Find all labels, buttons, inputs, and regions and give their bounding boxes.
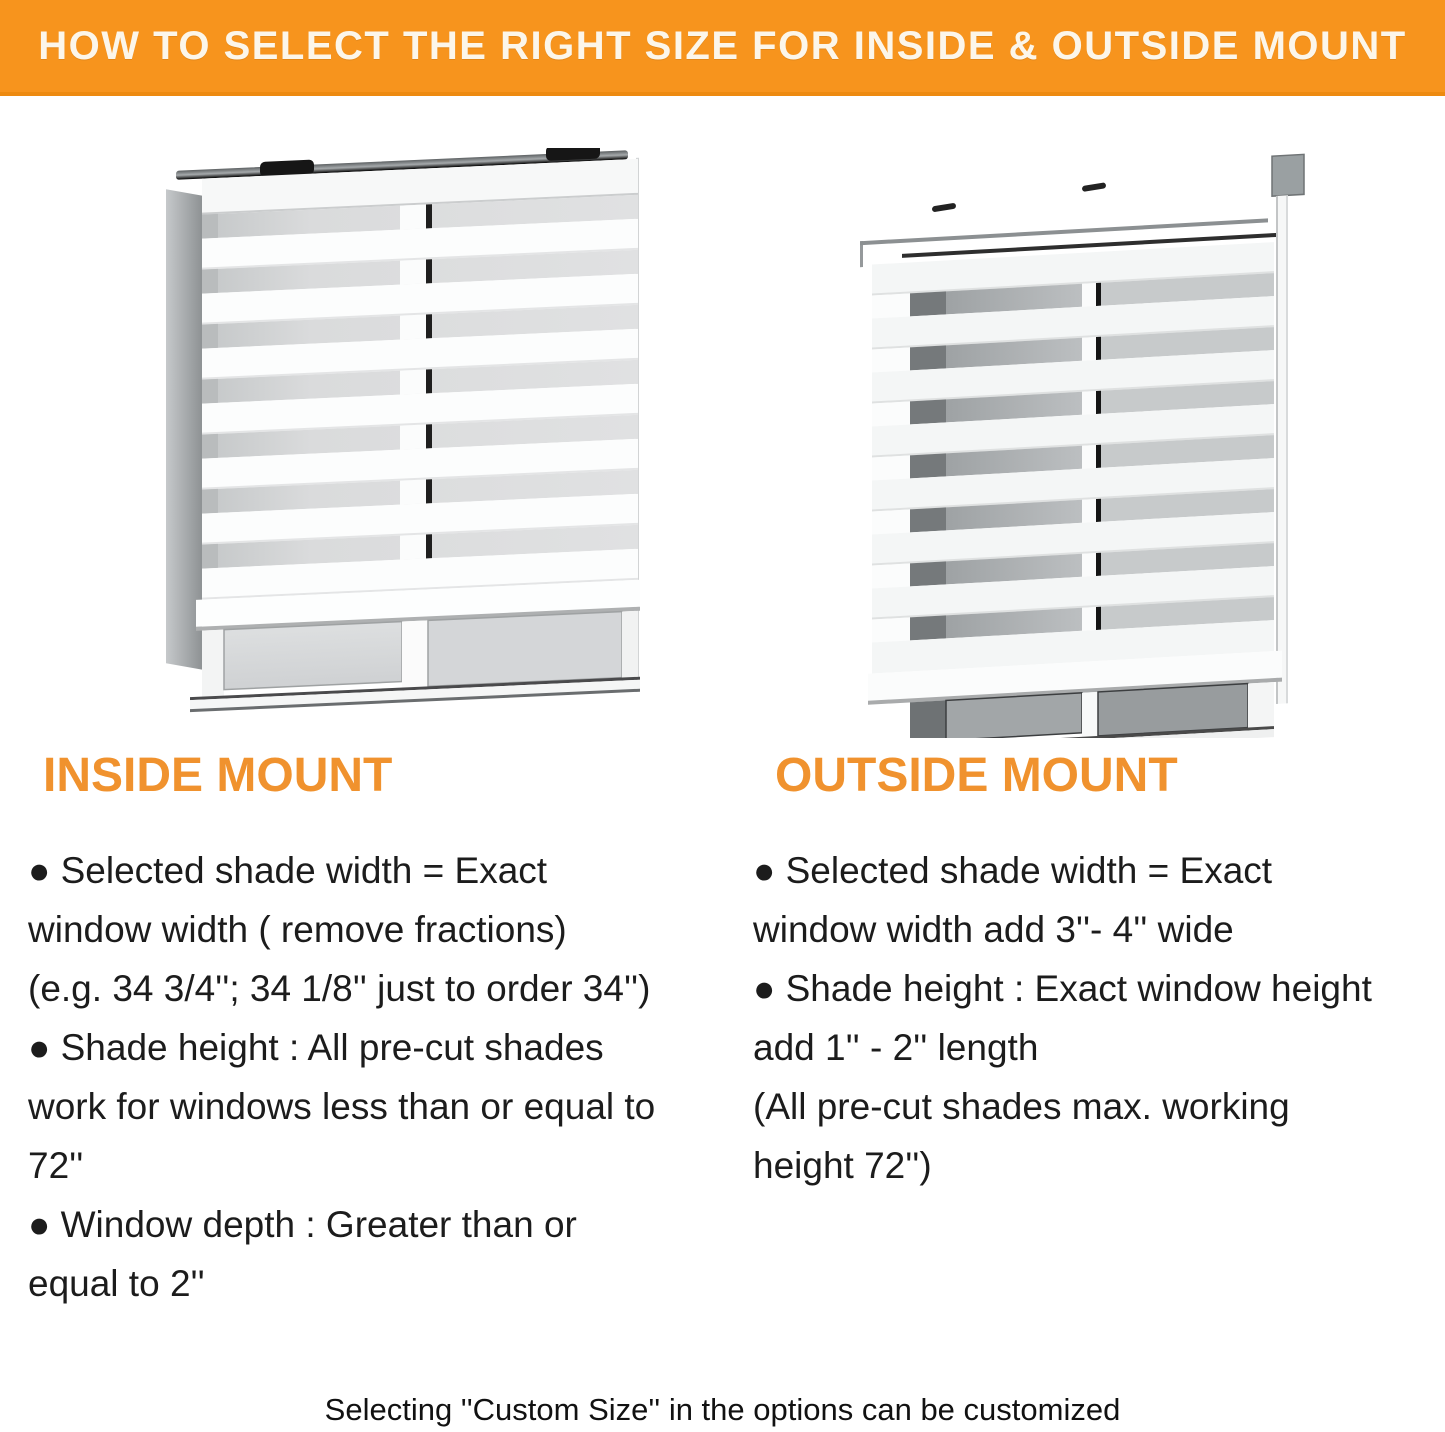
instruction-line: height 72'') [753,1145,932,1186]
instruction-line: 72'' [28,1145,84,1186]
zebra-shade-bands [202,195,638,600]
side-rail-edge [1286,195,1288,703]
custom-size-note: Selecting ''Custom Size'' in the options can be customized [324,1392,1121,1427]
inside-mount-window-drawing [150,148,650,726]
outside-mount-window-scene [860,154,1304,738]
window-jamb [166,188,202,672]
title-banner [0,0,1445,96]
zebra-shade-bands [872,242,1274,642]
page-title: HOW TO SELECT THE RIGHT SIZE FOR INSIDE & OUTSIDE MOUNT [38,23,1407,68]
instruction-line: window width ( remove fractions) [28,909,567,950]
inside-mount-window-illustration [150,148,650,726]
instruction-line: (All pre-cut shades max. working [753,1086,1290,1127]
window-frame-right [622,611,638,680]
window-mullion [402,620,428,687]
window-frame-right [1248,682,1274,729]
instruction-line: ● Shade height : All pre-cut shades [28,1027,604,1068]
instruction-line: ● Selected shade width = Exact [28,850,548,891]
instruction-line: ● Selected shade width = Exact [753,850,1273,891]
screw-mark-icon [1082,182,1106,192]
instruction-line: ● Window depth : Greater than or [28,1204,577,1245]
inside-mount-heading: INSIDE MOUNT [43,749,393,802]
glass-pane [1098,684,1248,736]
inside-mount-window-scene [166,148,640,713]
glass-pane [224,622,402,690]
outside-mount-window-illustration [846,130,1330,738]
outside-mount-window-drawing [846,130,1330,738]
instruction-line: window width add 3''- 4'' wide [753,909,1234,950]
window-reveal [910,700,946,738]
outside-mount-heading: OUTSIDE MOUNT [775,749,1178,802]
mounting-bracket-icon [1272,154,1304,196]
instruction-line: ● Shade height : Exact window height [753,968,1372,1009]
inside-mount-instructions [28,841,728,1313]
glass-pane [428,612,622,687]
instruction-line: add 1'' - 2'' length [753,1027,1039,1068]
window-mullion [1082,692,1098,737]
window-frame-left [202,630,224,703]
instruction-line: work for windows less than or equal to [28,1086,656,1127]
instruction-line: (e.g. 34 3/4''; 34 1/8'' just to order 34'') [28,968,651,1009]
wall-top-edge [860,218,1268,245]
side-rail-edge [1276,196,1278,704]
instruction-line: equal to 2'' [28,1263,205,1304]
glass-pane [946,693,1082,738]
screw-mark-icon [932,203,956,213]
outside-mount-instructions [753,841,1433,1195]
